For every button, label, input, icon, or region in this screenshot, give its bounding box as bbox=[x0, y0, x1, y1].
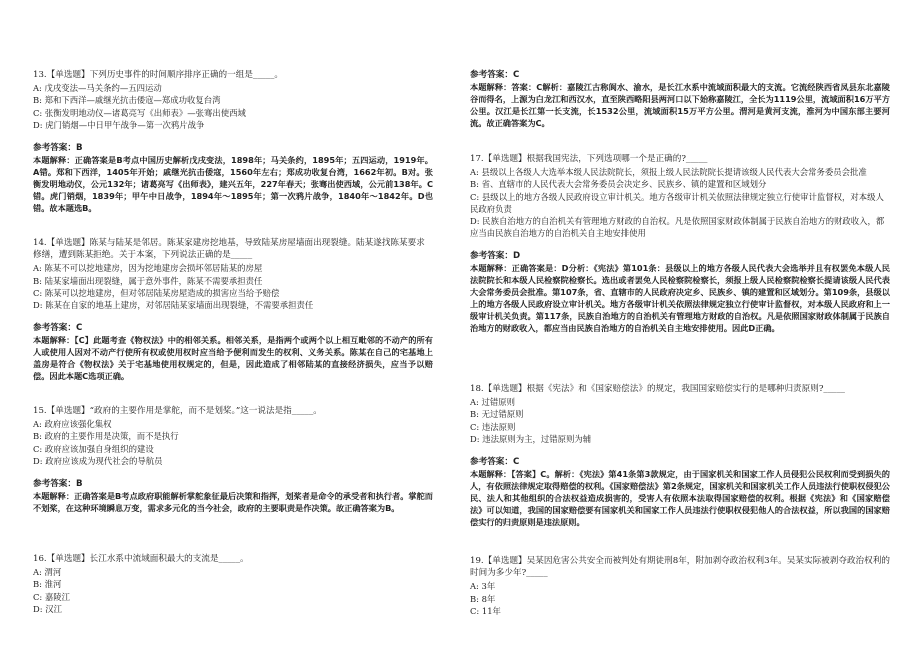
question-19 bbox=[470, 555, 890, 617]
question-stem: 14.【单选题】陈某与陆某是邻居。陈某家建房挖地基，导致陆某房屋墙面出现裂缝。陆某遂找陈某要求修缮，遭到陈某拒绝。关于本案，下列说法正确的是_____ bbox=[33, 238, 425, 261]
option-a[interactable]: A: 陈某不可以挖地建房，因为挖地建房会损坏邻居陆某的房屋 bbox=[33, 263, 263, 274]
answer-block bbox=[470, 456, 890, 528]
answer-block bbox=[33, 142, 433, 214]
option-b[interactable]: B: 陆某家墙面出现裂缝，属于意外事件，陈某不需要承担责任 bbox=[33, 275, 263, 286]
option-d[interactable]: D: 违法原则为主，过错原则为辅 bbox=[470, 433, 592, 444]
option-c[interactable]: C: 县级以上的地方各级人民政府设立审计机关。地方各级审计机关依照法律规定独立行使审计监督权，对本级人民政府负责 bbox=[470, 191, 884, 214]
explanation: 本题解释：正确答案是B考点中国历史解析戊戌变法，1898年；马关条约，1895年；五四运动，1919年。A错。郑和下西洋，1405年开始；戚继光抗击倭寇，1560年左右；郑成功收复台湾，1662年初。B对。张衡发明地动仪，公元132年；诸葛亮写《出师表》，建兴五年，227年春天；张骞出使西域，公元前138年。C错。虎门销烟，1839年；甲午中日战争，1894年～1895年；第一次鸦片战争，1840年～1842年。D也错。故本题选B。 bbox=[33, 155, 433, 214]
question-16 bbox=[33, 553, 433, 615]
reference-answer: 参考答案：C bbox=[470, 457, 520, 468]
option-d[interactable]: D: 汉江 bbox=[33, 603, 62, 614]
explanation: 本题解释：【C】此题考查《物权法》中的相邻关系。相邻关系，是指两个或两个以上相互毗邻的不动产的所有人或使用人因对不动产行使所有权或使用权时应当给予便利而发生的权利、义务关系。陈某在自己的宅基地上盖房是符合《物权法》关于宅基地使用权规定的，但是，因此造成了相邻陆某的直接经济损失，应当予以赔偿。因此本题C选项正确。 bbox=[33, 335, 433, 382]
answer-block bbox=[470, 69, 890, 129]
option-d[interactable]: D: 虎门销烟—中日甲午战争—第一次鸦片战争 bbox=[33, 119, 205, 130]
option-a[interactable]: A: 过错原则 bbox=[470, 397, 516, 408]
question-stem: 13.【单选题】下列历史事件的时间顺序排序正确的一组是_____。 bbox=[33, 70, 283, 80]
option-c[interactable]: C: 嘉陵江 bbox=[33, 591, 71, 602]
question-stem: 17.【单选题】根据我国宪法，下列选项哪一个是正确的?_____ bbox=[470, 154, 708, 164]
explanation: 本题解释：正确答案是：D分析：《宪法》第101条：县级以上的地方各级人民代表大会选举并且有权罢免本级人民法院院长和本级人民检察院检察长。选出或者罢免人民检察院检察长，须报上级人民检察院检察长提请该级人民代表大会常务委员会批准。第107条，省、直辖市的人民政府决定乡、民族乡、镇的建置和区域划分。第109条，县级以上的地方各级人民政府设立审计机关。地方各级审计机关依照法律规定独立行使审计监督权，对本级人民政府和上一级审计机关负责。第117条，民族自治地方的自治机关有管理地方财政的自治权。凡是依照国家财政体制属于民族自治地方的财政收入，都应当由民族自治地方的自治机关自主地安排使用。因此D正确。 bbox=[470, 263, 890, 334]
option-a[interactable]: A: 3年 bbox=[470, 581, 496, 592]
option-b[interactable]: B: 淮河 bbox=[33, 579, 62, 590]
option-d[interactable]: D: 民族自治地方的自治机关有管理地方财政的自治权。凡是依照国家财政体制属于民族自治地方的财政收入，都应当由民族自治地方的自治机关自主地安排使用 bbox=[470, 216, 885, 239]
option-list bbox=[470, 396, 890, 445]
option-d[interactable]: D: 陈某在自家的地基上建房，对邻居陆某家墙面出现裂缝，不需要承担责任 bbox=[33, 300, 314, 311]
reference-answer: 参考答案：C bbox=[33, 323, 83, 334]
option-c[interactable]: C: 违法原则 bbox=[470, 421, 516, 432]
question-16-answer bbox=[470, 69, 890, 129]
explanation: 本题解释：正确答案是B考点政府职能解析掌舵象征最后决策和指挥，划桨者是命令的承受者和执行者。掌舵而不划桨，在这种环境瞬息万变，需求多元化的当今社会，政府的主要职责是作决策。故正确答案为B。 bbox=[33, 491, 433, 514]
option-a[interactable]: A: 县级以上各级人大选举本级人民法院院长，须报上级人民法院院长提请该级人民代表大会常务委员会批准 bbox=[470, 167, 867, 178]
question-stem: 18.【单选题】根据《宪法》和《国家赔偿法》的规定，我国国家赔偿实行的是哪种归责原则?_____ bbox=[470, 384, 845, 394]
question-15 bbox=[33, 405, 433, 514]
option-list bbox=[33, 82, 433, 131]
answer-block bbox=[33, 322, 433, 382]
reference-answer: 参考答案：B bbox=[33, 143, 83, 154]
answer-block bbox=[33, 478, 433, 514]
explanation: 本题解释：答案：C解析：嘉陵江古称阆水、渝水，是长江水系中流域面积最大的支流。它流经陕西省凤县东北嘉陵谷而得名，上源为白龙江和西汉水，直至陕西略阳县两河口以下始称嘉陵江，全长为1119公里，流域面积16万平方公里。汉江是长江第一长支流，长1532公里，流域面积15万平方公里。渭河是黄河支流，淮河为中国东部主要河流。故正确答案为C。 bbox=[470, 82, 890, 128]
option-list bbox=[33, 566, 433, 615]
option-list bbox=[33, 262, 433, 311]
option-a[interactable]: A: 戊戌变法—马关条约—五四运动 bbox=[33, 83, 162, 94]
option-b[interactable]: B: 省、直辖市的人民代表大会常务委员会决定乡、民族乡、镇的建置和区域划分 bbox=[470, 179, 767, 190]
option-d[interactable]: D: 政府应该成为现代社会的导航员 bbox=[33, 455, 163, 466]
option-a[interactable]: A: 政府应该强化集权 bbox=[33, 419, 112, 430]
option-b[interactable]: B: 8年 bbox=[470, 593, 496, 604]
reference-answer: 参考答案：B bbox=[33, 479, 83, 490]
option-b[interactable]: B: 政府的主要作用是决策，而不是执行 bbox=[33, 431, 179, 442]
option-c[interactable]: C: 11年 bbox=[470, 605, 501, 616]
question-stem: 16.【单选题】长江水系中流域面积最大的支流是_____。 bbox=[33, 554, 249, 564]
question-stem: 15.【单选题】“政府的主要作用是掌舵，而不是划桨。”这一说法是指_____。 bbox=[33, 406, 322, 416]
question-13 bbox=[33, 69, 433, 214]
option-list bbox=[33, 418, 433, 467]
option-b[interactable]: B: 郑和下西洋—戚继光抗击倭寇—郑成功收复台湾 bbox=[33, 95, 221, 106]
option-c[interactable]: C: 张衡发明地动仪—诸葛亮写《出师表》—张骞出使西域 bbox=[33, 107, 246, 118]
option-list bbox=[470, 166, 890, 239]
question-14 bbox=[33, 237, 433, 382]
option-list bbox=[470, 580, 890, 617]
option-c[interactable]: C: 政府应该加强自身组织的建设 bbox=[33, 443, 154, 454]
option-c[interactable]: C: 陈某可以挖地建房，但对邻居陆某房屋造成的损害应当给予赔偿 bbox=[33, 287, 280, 298]
reference-answer: 参考答案：D bbox=[470, 251, 521, 262]
answer-block bbox=[470, 250, 890, 334]
question-17 bbox=[470, 153, 890, 334]
question-stem: 19.【单选题】吴某因危害公共安全而被判处有期徒刑8年，附加剥夺政治权利3年。吴某实际被剥夺政治权利的时间为多少年?_____ bbox=[470, 556, 890, 579]
question-18 bbox=[470, 383, 890, 528]
option-b[interactable]: B: 无过错原则 bbox=[470, 409, 524, 420]
option-a[interactable]: A: 渭河 bbox=[33, 567, 62, 578]
reference-answer: 参考答案：C bbox=[470, 70, 520, 80]
explanation: 本题解释：【答案】C。解析：《宪法》第41条第3款规定，由于国家机关和国家工作人员侵犯公民权利而受到损失的人，有依照法律规定取得赔偿的权利。《国家赔偿法》第2条规定，国家机关和国家机关工作人员违法行使职权侵犯公民、法人和其他组织的合法权益造成损害的，受害人有依照本法取得国家赔偿的权利。根据《宪法》和《国家赔偿法》可以知道，我国的国家赔偿要有国家机关和国家工作人员违法行使职权侵犯他人的合法权益，所以我国的国家赔偿实行的归责原则是违法原则。 bbox=[470, 469, 890, 528]
